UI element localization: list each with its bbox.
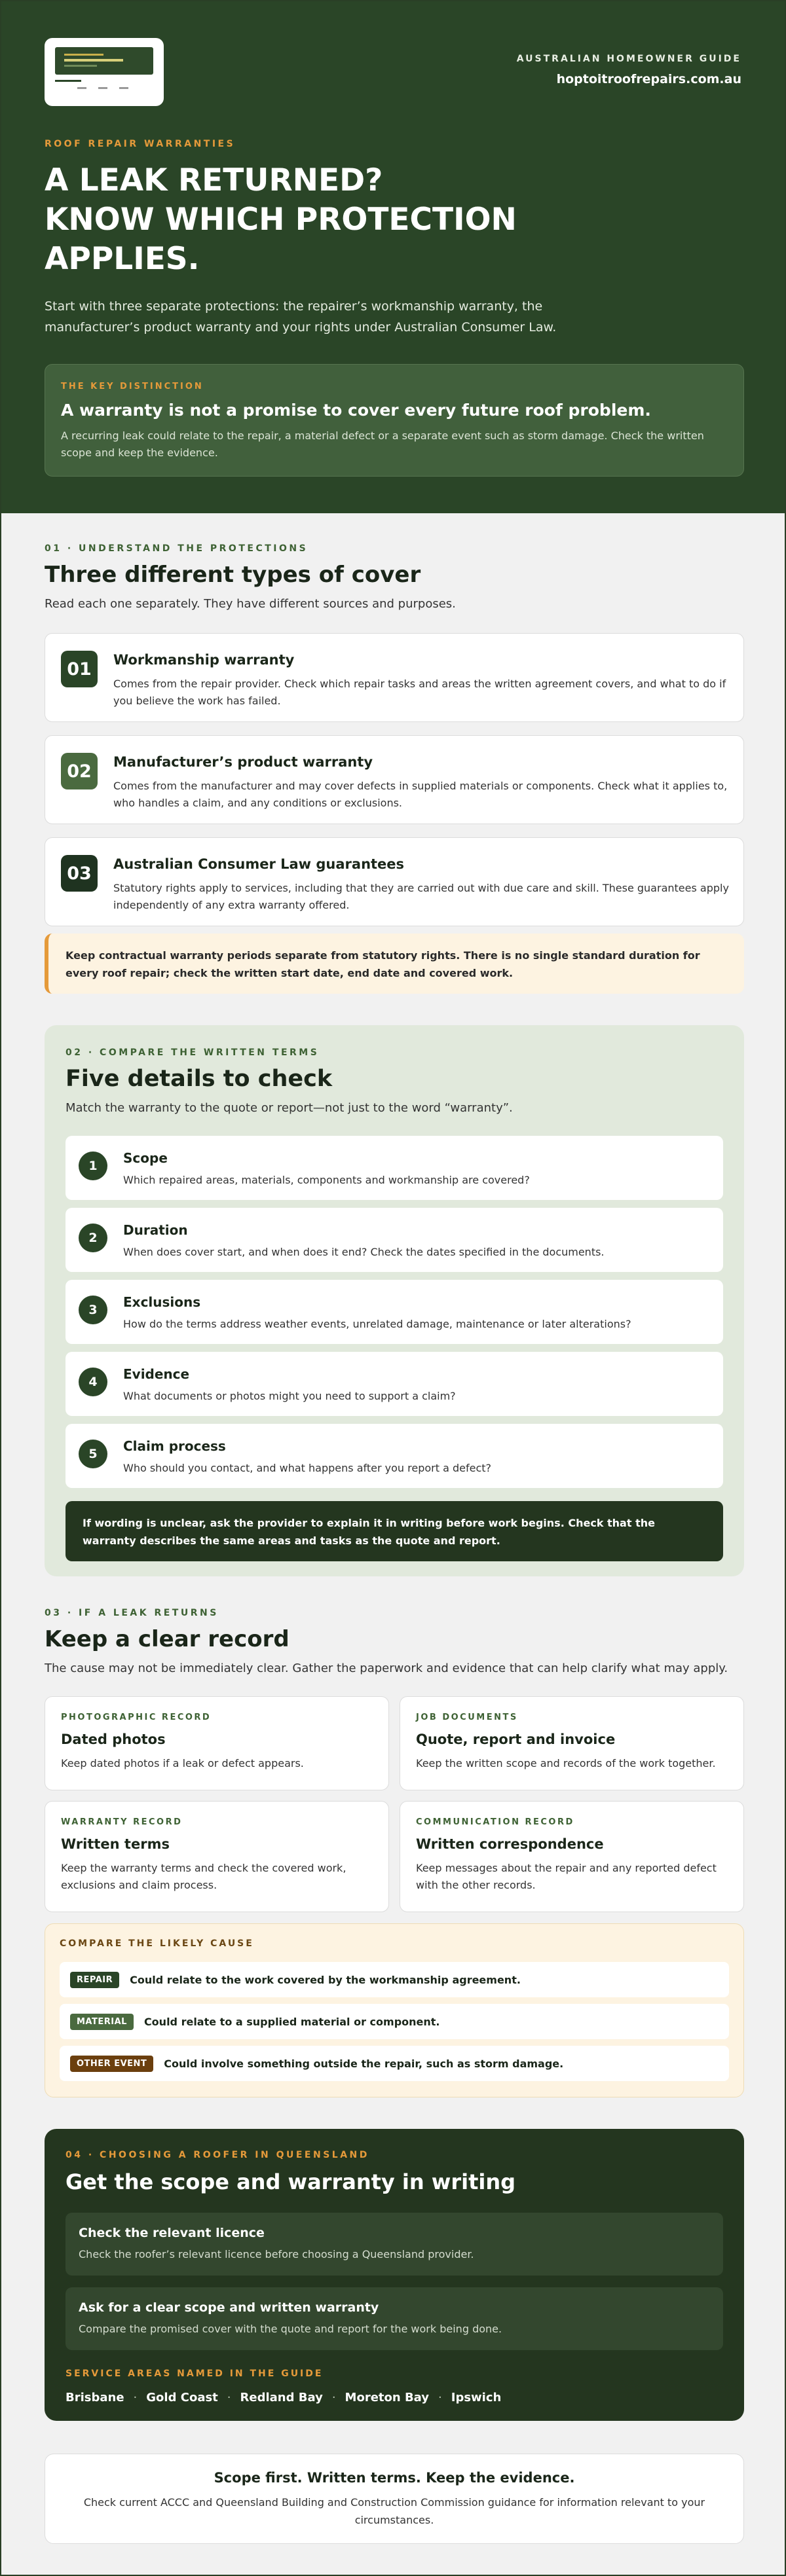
record-text: Keep messages about the repair and any reported defect with the other records. [416, 1862, 717, 1891]
cover-card [45, 735, 744, 824]
section-title: Five details to check [66, 1066, 333, 1092]
cover-text: Comes from the manufacturer and may cover defects in supplied materials or components. Check what it applies to, who handles a claim, and any conditions or exclusions. [113, 780, 728, 809]
cause-tag: REPAIR [70, 1972, 119, 1988]
record-kicker: WARRANTY RECORD [61, 1817, 183, 1827]
separator-dot: · [438, 2391, 442, 2404]
service-areas-label: SERVICE AREAS NAMED IN THE GUIDE [66, 2368, 324, 2379]
section-title: Get the scope and warranty in writing [66, 2169, 516, 2194]
record-card [45, 1801, 389, 1912]
logo-screenshot-image [55, 47, 153, 75]
record-kicker: COMMUNICATION RECORD [416, 1817, 574, 1827]
hero-intro: Start with three separate protections: the repairer’s workmanship warranty, the manufacturer’s product warranty and your rights under Australian Consumer Law. [45, 299, 557, 335]
hero-eyebrow: ROOF REPAIR WARRANTIES [45, 139, 236, 149]
section-kicker: 02 · COMPARE THE WRITTEN TERMS [66, 1047, 320, 1058]
step-number: 4 [79, 1368, 107, 1396]
check-item [66, 1280, 723, 1344]
step-number: 5 [79, 1440, 107, 1468]
record-title: Written terms [61, 1836, 170, 1852]
cover-card [45, 837, 744, 926]
cause-row [60, 2046, 729, 2081]
section-title: Keep a clear record [45, 1626, 290, 1652]
advice-text: Check the roofer’s relevant licence before choosing a Queensland provider. [79, 2248, 474, 2260]
hero [1, 1, 785, 513]
record-text: Keep the warranty terms and check the covered work, exclusions and claim process. [61, 1862, 346, 1891]
check-item [66, 1352, 723, 1416]
cover-text: Statutory rights apply to services, including that they are carried out with due care and skill. These guarantees apply independently of any extra warranty offered. [113, 882, 729, 911]
cause-tag: MATERIAL [70, 2014, 134, 2030]
separator-dot: · [133, 2391, 138, 2404]
cause-text: Could involve something outside the repair, such as storm damage. [164, 2057, 564, 2070]
record-card [400, 1696, 744, 1790]
step-text: How do the terms address weather events, unrelated damage, maintenance or later alterations? [123, 1318, 631, 1330]
step-number: 2 [79, 1224, 107, 1252]
area-item: Gold Coast [146, 2391, 218, 2404]
section-title: Three different types of cover [45, 562, 421, 588]
page-title [45, 161, 634, 279]
warranty-period-warning: Keep contractual warranty periods separate from statutory rights. There is no single standard duration for every roof repair; check the written start date, end date and covered work. [45, 934, 744, 994]
record-kicker: PHOTOGRAPHIC RECORD [61, 1713, 212, 1722]
check-item [66, 1424, 723, 1488]
cover-title: Manufacturer’s product warranty [113, 754, 373, 770]
check-item [66, 1208, 723, 1272]
cover-title: Workmanship warranty [113, 652, 295, 668]
footer-text: Check current ACCC and Queensland Building and Construction Commission guidance for information relevant to your circumstances. [83, 2496, 705, 2526]
area-item: Redland Bay [240, 2391, 323, 2404]
section-lead: Read each one separately. They have different sources and purposes. [45, 597, 456, 611]
site-logo-thumbnail[interactable] [45, 38, 164, 106]
record-text: Keep the written scope and records of the work together. [416, 1757, 716, 1769]
number-badge: 01 [61, 651, 98, 687]
section-kicker: 04 · CHOOSING A ROOFER IN QUEENSLAND [66, 2150, 369, 2160]
key-distinction-callout [45, 364, 744, 477]
record-card [45, 1696, 389, 1790]
area-item: Brisbane [66, 2391, 124, 2404]
cause-tag: OTHER EVENT [70, 2056, 153, 2072]
cause-row [60, 2004, 729, 2039]
step-title: Exclusions [123, 1294, 201, 1310]
record-kicker: JOB DOCUMENTS [416, 1713, 518, 1722]
check-item [66, 1136, 723, 1200]
advice-text: Compare the promised cover with the quote and report for the work being done. [79, 2323, 502, 2335]
step-text: Which repaired areas, materials, components and workmanship are covered? [123, 1174, 530, 1186]
choosing-roofer-section [45, 2129, 744, 2421]
advice-title: Ask for a clear scope and written warranty [79, 2300, 379, 2315]
section-lead: Match the warranty to the quote or report—not just to the word “warranty”. [66, 1101, 513, 1115]
area-item: Ipswich [451, 2391, 502, 2404]
title-line: A LEAK RETURNED? [45, 162, 383, 198]
site-link[interactable]: hoptoitroofrepairs.com.au [556, 72, 741, 86]
cover-title: Australian Consumer Law guarantees [113, 856, 405, 872]
area-item: Moreton Bay [345, 2391, 430, 2404]
footer-title: Scope first. Written terms. Keep the evidence. [214, 2470, 575, 2486]
cause-text: Could relate to a supplied material or component. [143, 2015, 440, 2028]
terms-note: If wording is unclear, ask the provider to explain it in writing before work begins. Check that the warranty describes the same areas and tasks as the quote and report. [66, 1501, 723, 1561]
cause-text: Could relate to the work covered by the workmanship agreement. [130, 1973, 521, 1986]
step-text: What documents or photos might you need to support a claim? [123, 1390, 456, 1402]
section-lead: The cause may not be immediately clear. Gather the paperwork and evidence that can help clarify what may apply. [45, 1661, 728, 1675]
advice-card [66, 2213, 723, 2276]
title-line: KNOW WHICH PROTECTION [45, 202, 517, 238]
advice-card [66, 2287, 723, 2350]
service-areas-list [66, 2391, 723, 2404]
separator-dot: · [331, 2391, 336, 2404]
callout-text: A recurring leak could relate to the repair, a material defect or a separate event such as storm damage. Check the written scope and keep the evidence. [61, 429, 704, 459]
number-badge: 03 [61, 855, 98, 892]
step-number: 3 [79, 1296, 107, 1324]
record-title: Written correspondence [416, 1836, 604, 1852]
footer-summary [45, 2454, 744, 2544]
record-title: Quote, report and invoice [416, 1732, 616, 1747]
protections-section [45, 543, 744, 926]
title-line: APPLIES. [45, 241, 200, 277]
cover-text: Comes from the repair provider. Check which repair tasks and areas the written agreement covers, and what to do if you believe the work has failed. [113, 678, 726, 707]
step-text: Who should you contact, and what happens after you report a defect? [123, 1462, 492, 1474]
step-title: Scope [123, 1150, 168, 1166]
step-title: Evidence [123, 1366, 190, 1382]
record-text: Keep dated photos if a leak or defect appears. [61, 1757, 304, 1769]
advice-title: Check the relevant licence [79, 2226, 265, 2240]
step-text: When does cover start, and when does it end? Check the dates specified in the documents. [123, 1246, 605, 1258]
section-kicker: 01 · UNDERSTAND THE PROTECTIONS [45, 543, 309, 554]
record-section [45, 1608, 744, 1912]
record-card [400, 1801, 744, 1912]
section-kicker: 03 · IF A LEAK RETURNS [45, 1608, 219, 1618]
step-number: 1 [79, 1152, 107, 1180]
cause-row [60, 1962, 729, 1997]
likely-cause-box [45, 1923, 744, 2097]
written-terms-section [45, 1025, 744, 1576]
cause-kicker: COMPARE THE LIKELY CAUSE [60, 1938, 254, 1949]
step-title: Claim process [123, 1438, 226, 1454]
hero-meta [517, 54, 741, 86]
guide-label: AUSTRALIAN HOMEOWNER GUIDE [516, 54, 741, 64]
callout-kicker: THE KEY DISTINCTION [61, 382, 204, 391]
callout-heading: A warranty is not a promise to cover every future roof problem. [61, 401, 651, 420]
step-title: Duration [123, 1222, 188, 1238]
separator-dot: · [227, 2391, 231, 2404]
cover-card [45, 633, 744, 722]
record-grid [45, 1696, 744, 1912]
record-title: Dated photos [61, 1732, 166, 1747]
number-badge: 02 [61, 753, 98, 789]
